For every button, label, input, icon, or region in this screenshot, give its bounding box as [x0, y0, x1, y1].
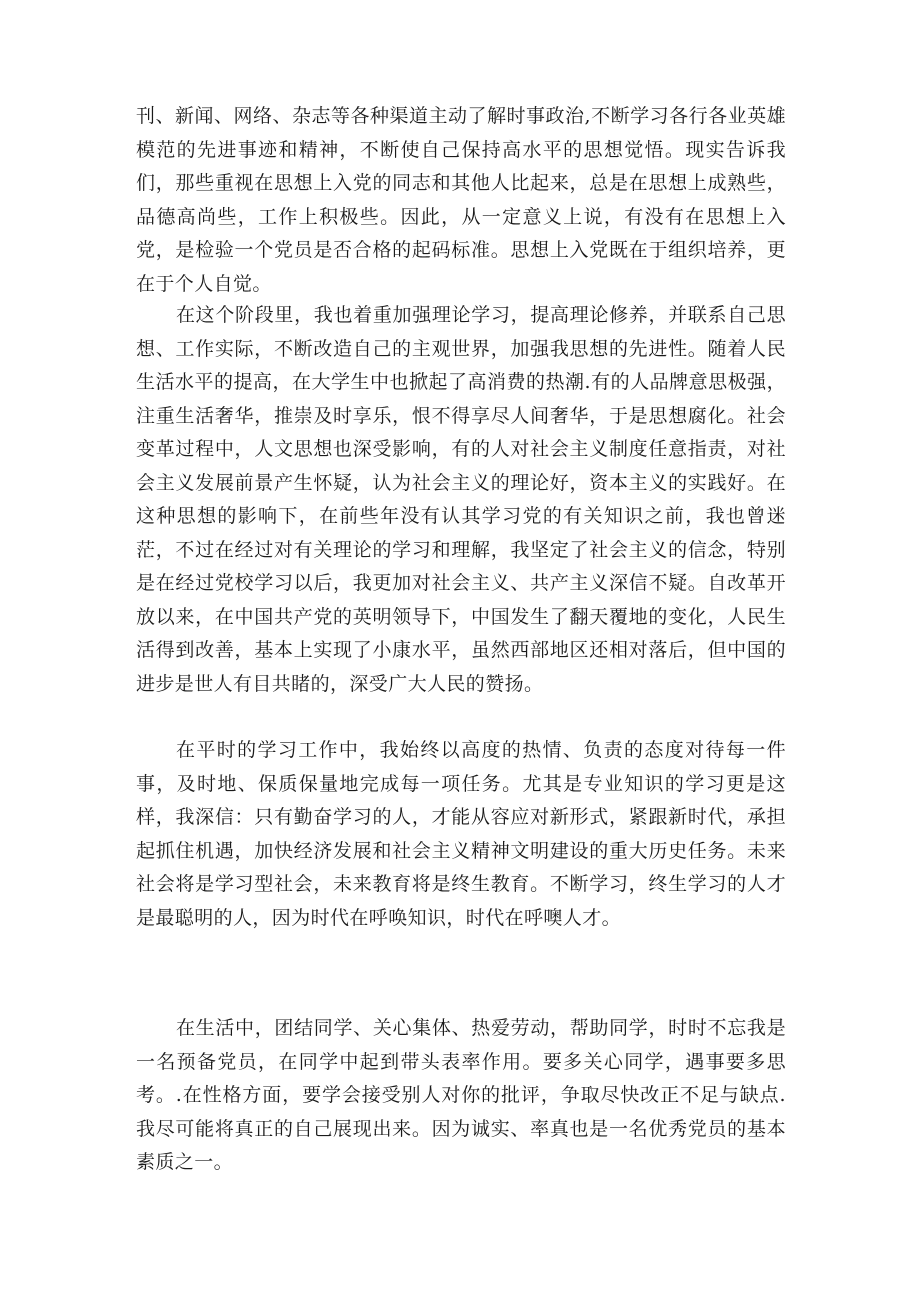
paragraph-4: 在生活中，团结同学、关心集体、热爱劳动，帮助同学，时时不忘我是一名预备党员，在同学中起到带头表率作用。要多关心同学，遇事要多思考。.在性格方面，要学会接受别人对你的批评，争取尽快改正不足与缺点.我尽可能将真正的自己展现出来。因为诚实、率真也是一名优秀党员的基本素质之一。 [136, 1017, 786, 1173]
paragraph-2: 在这个阶段里，我也着重加强理论学习，提高理论修养，并联系自己思想、工作实际，不断改造自己的主观世界，加强我思想的先进性。随着人民生活水平的提高，在大学生中也掀起了高消费的热潮.有的人品牌意思极强，注重生活奢华，推崇及时享乐，恨不得享尽人间奢华，于是思想腐化。社会变革过程中，人文思想也深受影响，有的人对社会主义制度任意指责，对社会主义发展前景产生怀疑，认为社会主义的理论好，资本主义的实践好。在这种思想的影响下，在前些年没有认其学习党的有关知识之前，我也曾迷茫，不过在经过对有关理论的学习和理解，我坚定了社会主义的信念，特别是在经过党校学习以后，我更加对社会主义、共产主义深信不疑。自改革开放以来，在中国共产党的英明领导下，中国发生了翻天覆地的变化，人民生活得到改善，基本上实现了小康水平，虽然西部地区还相对落后，但中国的进步是世人有目共睹的，深受广大人民的赞扬。 [136, 304, 786, 695]
paragraph-3: 在平时的学习工作中，我始终以高度的热情、负责的态度对待每一件事，及时地、保质保量地完成每一项任务。尤其是专业知识的学习更是这样，我深信：只有勤奋学习的人，才能从容应对新形式，紧跟新时代，承担起抓住机遇，加快经济发展和社会主义精神文明建设的重大历史任务。未来社会将是学习型社会，未来教育将是终生教育。不断学习，终生学习的人才是最聪明的人，因为时代在呼唤知识，时代在呼噢人才。 [136, 739, 786, 929]
paragraph-1: 刊、新闻、网络、杂志等各种渠道主动了解时事政治,不断学习各行各业英雄模范的先进事迹和精神，不断使自己保持高水平的思想觉悟。现实告诉我们，那些重视在思想上入党的同志和其他人比起来，总是在思想上成熟些，品德高尚些，工作上积极些。因此，从一定意义上说，有没有在思想上入党，是检验一个党员是否合格的起码标准。思想上入党既在于组织培养，更在于个人自觉。 [136, 105, 786, 295]
